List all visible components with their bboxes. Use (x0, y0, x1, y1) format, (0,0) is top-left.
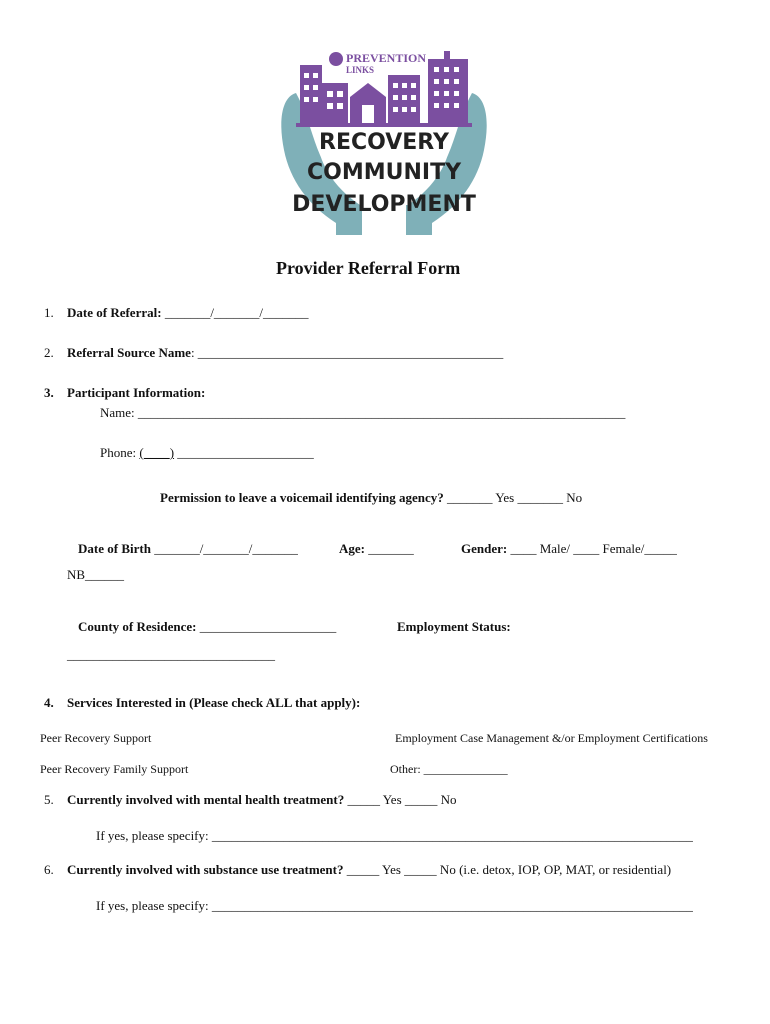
dob-blank: _______/_______/_______ (150, 541, 298, 556)
participant-phone-field[interactable] (100, 445, 314, 461)
employment-status-label: Employment Status: (397, 619, 511, 634)
service-peer-recovery-support[interactable]: Peer Recovery Support (40, 731, 152, 745)
form-title: Provider Referral Form (276, 258, 461, 278)
phone-blank: _____________________ (174, 445, 314, 460)
logo-word-community: COMMUNITY (306, 160, 462, 185)
dob-field[interactable] (78, 541, 298, 557)
q6-number: 6. (44, 862, 54, 877)
phone-area-code: (____) (139, 445, 175, 460)
q6-label: Currently involved with substance use treatment? (67, 862, 344, 877)
phone-label: Phone: (100, 445, 140, 460)
age-label: Age: (339, 541, 365, 556)
q6-specify-field[interactable]: If yes, please specify: __________________________________________________________________________ (96, 898, 693, 913)
q1-blank: _______/_______/_______ (161, 305, 309, 320)
q5-field[interactable] (67, 792, 457, 808)
logo-word-recovery: RECOVERY (319, 130, 449, 155)
gender-options: ____ Male/ ____ Female/_____ (507, 541, 677, 556)
voicemail-label: Permission to leave a voicemail identifying agency? (160, 490, 444, 505)
service-other[interactable]: Other: ______________ (390, 762, 508, 776)
q1-field[interactable] (67, 305, 309, 321)
q6-field[interactable] (67, 862, 671, 878)
participant-name-field[interactable]: Name: ___________________________________________________________________________ (100, 405, 626, 420)
q2-field[interactable] (67, 345, 503, 361)
q2-blank: : _______________________________________________ (190, 345, 504, 360)
county-field[interactable] (78, 619, 336, 635)
county-blank: _____________________ (196, 619, 337, 634)
brand-line2: LINKS (346, 65, 375, 75)
voicemail-options: _______ Yes _______ No (443, 490, 583, 505)
q3-label: Participant Information: (67, 385, 206, 400)
q6-options: _____ Yes _____ No (i.e. detox, IOP, OP, MAT, or residential) (343, 862, 672, 877)
employment-status-field[interactable]: ________________________________ (67, 647, 275, 662)
voicemail-permission-field[interactable] (160, 490, 582, 506)
q5-number: 5. (44, 792, 54, 807)
q5-options: _____ Yes _____ No (344, 792, 457, 807)
q4-number: 4. (44, 695, 54, 710)
service-employment-case-management[interactable]: Employment Case Management &/or Employment Certifications (395, 731, 708, 745)
service-peer-recovery-family-support[interactable]: Peer Recovery Family Support (40, 762, 189, 776)
q2-label: Referral Source Name (67, 345, 191, 360)
recovery-community-development-logo (278, 45, 490, 240)
q2-number: 2. (44, 345, 54, 360)
brand-line1: PREVENTION (346, 51, 427, 65)
q5-label: Currently involved with mental health treatment? (67, 792, 345, 807)
flower-icon (329, 52, 343, 66)
q1-number: 1. (44, 305, 54, 320)
q5-specify-field[interactable]: If yes, please specify: __________________________________________________________________________ (96, 828, 693, 843)
q1-label: Date of Referral: (67, 305, 162, 320)
q3-number: 3. (44, 385, 54, 400)
gender-field[interactable] (461, 541, 677, 557)
q4-label: Services Interested in (Please check ALL that apply): (67, 695, 361, 710)
age-field[interactable] (339, 541, 414, 557)
gender-label: Gender: (461, 541, 508, 556)
county-label: County of Residence: (78, 619, 197, 634)
logo-word-development: DEVELOPMENT (292, 192, 476, 217)
dob-label: Date of Birth (78, 541, 151, 556)
age-blank: _______ (365, 541, 414, 556)
gender-nb-option[interactable]: NB______ (67, 567, 125, 582)
